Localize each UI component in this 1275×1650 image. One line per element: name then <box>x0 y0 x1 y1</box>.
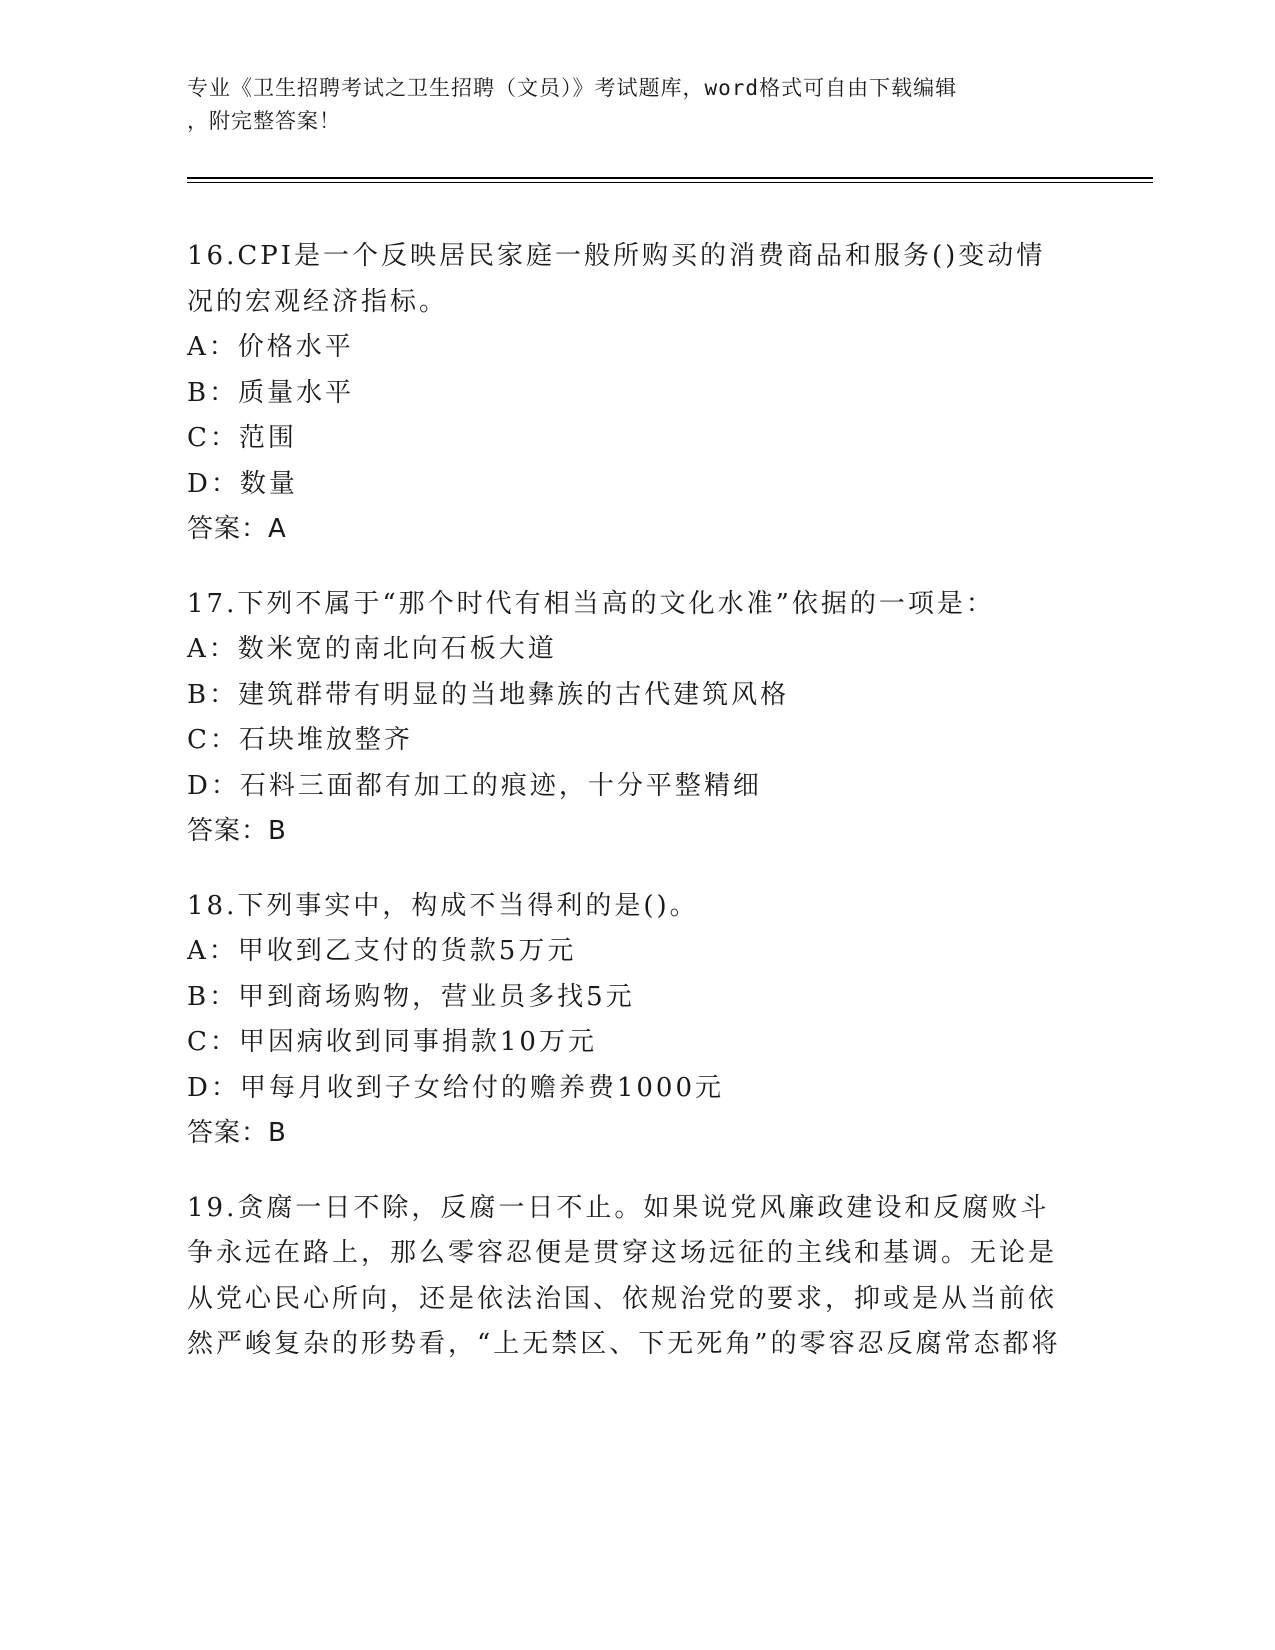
header-divider-thin <box>187 182 1153 183</box>
question-stem: 16.CPI是一个反映居民家庭一般所购买的消费商品和服务()变动情况的宏观经济指标。 <box>187 241 1046 317</box>
question-stem: 18.下列事实中，构成不当得利的是()。 <box>187 890 699 921</box>
option-d: D：数量 <box>187 468 298 499</box>
option-b: B：甲到商场购物，营业员多找5元 <box>187 981 635 1012</box>
header-divider-thick <box>187 177 1153 179</box>
option-c: C：范围 <box>187 423 297 453</box>
question-18 <box>187 884 1087 1157</box>
option-b: B：建筑群带有明显的当地彝族的古代建筑风格 <box>187 679 790 710</box>
option-a: A：数米宽的南北向石板大道 <box>187 634 557 664</box>
option-d: D：石料三面都有加工的痕迹，十分平整精细 <box>187 770 762 801</box>
option-b: B：质量水平 <box>187 377 355 408</box>
document-header <box>187 72 1087 138</box>
option-a: A：价格水平 <box>187 332 354 362</box>
question-stem: 17.下列不属于“那个时代有相当高的文化水准”依据的一项是： <box>187 588 995 619</box>
header-line-1: 专业《卫生招聘考试之卫生招聘（文员）》考试题库，word格式可自由下载编辑 <box>187 76 958 100</box>
answer-line: 答案：A <box>187 514 287 544</box>
question-list <box>187 234 1087 1397</box>
option-c: C：石块堆放整齐 <box>187 725 413 755</box>
header-line-2: ，附完整答案！ <box>187 109 341 133</box>
question-16 <box>187 234 1087 553</box>
question-19 <box>187 1186 1087 1368</box>
option-a: A：甲收到乙支付的货款5万元 <box>187 936 577 966</box>
question-stem: 19.贪腐一日不除，反腐一日不止。如果说党风廉政建设和反腐败斗争永远在路上，那么零容忍便是贯穿这场远征的主线和基调。无论是从党心民心所向，还是依法治国、依规治党的要求，抑或是从当前依然严峻复杂的形势看，“上无禁区、下无死角”的零容忍反腐常态都将 <box>187 1192 1061 1359</box>
answer-line: 答案：B <box>187 1118 287 1148</box>
option-c: C：甲因病收到同事捐款10万元 <box>187 1027 597 1057</box>
option-d: D：甲每月收到子女给付的赡养费1000元 <box>187 1072 725 1103</box>
question-17 <box>187 582 1087 855</box>
answer-line: 答案：B <box>187 816 287 846</box>
